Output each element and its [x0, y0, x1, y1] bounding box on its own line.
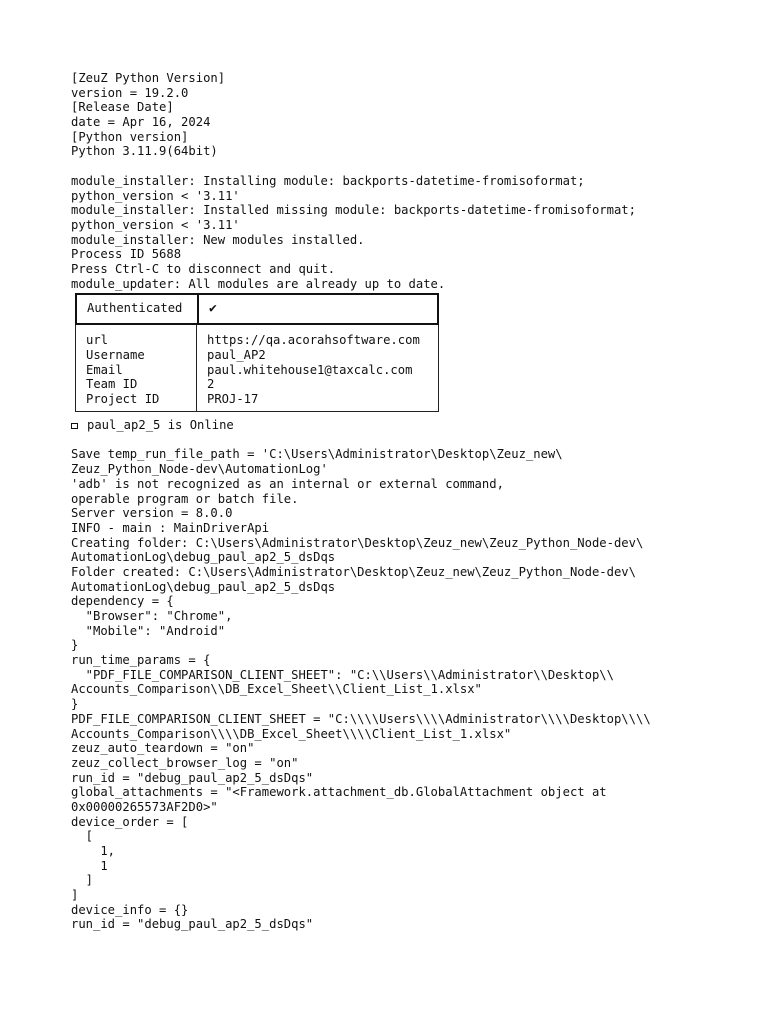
auth-value: paul_AP2	[207, 348, 266, 362]
log-line: zeuz_auto_teardown = "on"	[71, 741, 255, 756]
log-line: global_attachments = "<Framework.attachment_db.GlobalAttachment object at	[71, 785, 607, 800]
log-line: Save temp_run_file_path = 'C:\Users\Administrator\Desktop\Zeuz_new\	[71, 447, 563, 462]
auth-key: Email	[86, 362, 123, 377]
log-line: Python 3.11.9(64bit)	[71, 144, 218, 159]
log-line: 'adb' is not recognized as an internal or external command,	[71, 476, 504, 491]
log-line: 1	[71, 858, 108, 873]
auth-table-body	[76, 325, 438, 410]
log-line: python_version < '3.11'	[71, 188, 240, 203]
log-line: 0x00000265573AF2D0>"	[71, 799, 218, 814]
online-status	[71, 418, 761, 433]
log-line: Server version = 8.0.0	[71, 506, 233, 521]
log-line: PDF_FILE_COMPARISON_CLIENT_SHEET = "C:\\\\Users\\\\Administrator\\\\Desktop\\\\	[71, 711, 651, 726]
install-log	[71, 174, 761, 292]
auth-key: Project ID	[86, 392, 160, 407]
auth-value: paul.whitehouse1@taxcalc.com	[207, 362, 413, 377]
log-line: module_updater: All modules are already up to date.	[71, 276, 446, 291]
log-line: Accounts_Comparison\\DB_Excel_Sheet\\Client_List_1.xlsx"	[71, 682, 482, 697]
log-line: run_id = "debug_paul_ap2_5_dsDqs"	[71, 770, 314, 785]
log-line: run_id = "debug_paul_ap2_5_dsDqs"	[71, 917, 314, 932]
log-line: version = 19.2.0	[71, 85, 189, 100]
auth-value: https://qa.acorahsoftware.com	[207, 333, 420, 348]
log-line: "Mobile": "Android"	[71, 623, 226, 638]
auth-key: url	[86, 333, 109, 348]
log-line: ]	[71, 873, 94, 888]
log-line: device_info = {}	[71, 902, 189, 917]
online-status-text: paul_ap2_5 is Online	[87, 417, 234, 432]
run-log	[71, 447, 761, 932]
log-line: }	[71, 638, 79, 653]
auth-table-header	[75, 293, 439, 325]
auth-key: Team ID	[86, 377, 138, 392]
log-line: }	[71, 697, 79, 712]
log-line: zeuz_collect_browser_log = "on"	[71, 755, 299, 770]
log-line: Zeuz_Python_Node-dev\AutomationLog'	[71, 462, 328, 477]
blank-line	[71, 433, 761, 448]
log-line: AutomationLog\debug_paul_ap2_5_dsDqs	[71, 579, 336, 594]
log-line: Process ID 5688	[71, 247, 182, 262]
log-line: module_installer: Installed missing module: backports-datetime-fromisoformat;	[71, 203, 636, 218]
checkmark-icon: ✔	[209, 301, 217, 317]
log-line: AutomationLog\debug_paul_ap2_5_dsDqs	[71, 550, 336, 565]
log-line: INFO - main : MainDriverApi	[71, 520, 270, 535]
log-line: ]	[71, 888, 79, 903]
auth-value: PROJ-17	[207, 392, 259, 407]
log-line: dependency = {	[71, 594, 174, 609]
log-line: run_time_params = {	[71, 653, 211, 668]
auth-values-column	[197, 333, 438, 406]
log-line: operable program or batch file.	[71, 491, 299, 506]
log-line: Accounts_Comparison\\\\DB_Excel_Sheet\\\\Client_List_1.xlsx"	[71, 726, 512, 741]
log-line: [Python version]	[71, 129, 189, 144]
log-line: 1,	[71, 844, 116, 858]
auth-header-key: Authenticated	[77, 295, 199, 323]
log-line: module_installer: Installing module: backports-datetime-fromisoformat;	[71, 173, 585, 188]
log-line: Press Ctrl-C to disconnect and quit.	[71, 261, 336, 276]
console-output	[71, 71, 761, 932]
log-line: Creating folder: C:\Users\Administrator\Desktop\Zeuz_new\Zeuz_Python_Node-dev\	[71, 535, 644, 550]
log-line: python_version < '3.11'	[71, 217, 240, 232]
log-line: "PDF_FILE_COMPARISON_CLIENT_SHEET": "C:\\Users\\Administrator\\Desktop\\	[71, 667, 614, 682]
version-header	[71, 71, 761, 159]
log-line: [ZeuZ Python Version]	[71, 71, 226, 85]
log-line: device_order = [	[71, 814, 189, 829]
status-square-icon	[71, 423, 78, 429]
log-line: Folder created: C:\Users\Administrator\Desktop\Zeuz_new\Zeuz_Python_Node-dev\	[71, 564, 636, 579]
auth-key: Username	[86, 348, 145, 362]
auth-keys-column	[76, 325, 197, 410]
blank-line	[71, 159, 761, 174]
authentication-table	[75, 293, 439, 411]
auth-value: 2	[207, 377, 215, 392]
log-line: date = Apr 16, 2024	[71, 115, 211, 130]
log-line: "Browser": "Chrome",	[71, 609, 233, 623]
log-line: [Release Date]	[71, 100, 174, 115]
log-line: module_installer: New modules installed.	[71, 232, 365, 247]
log-line: [	[71, 829, 94, 844]
